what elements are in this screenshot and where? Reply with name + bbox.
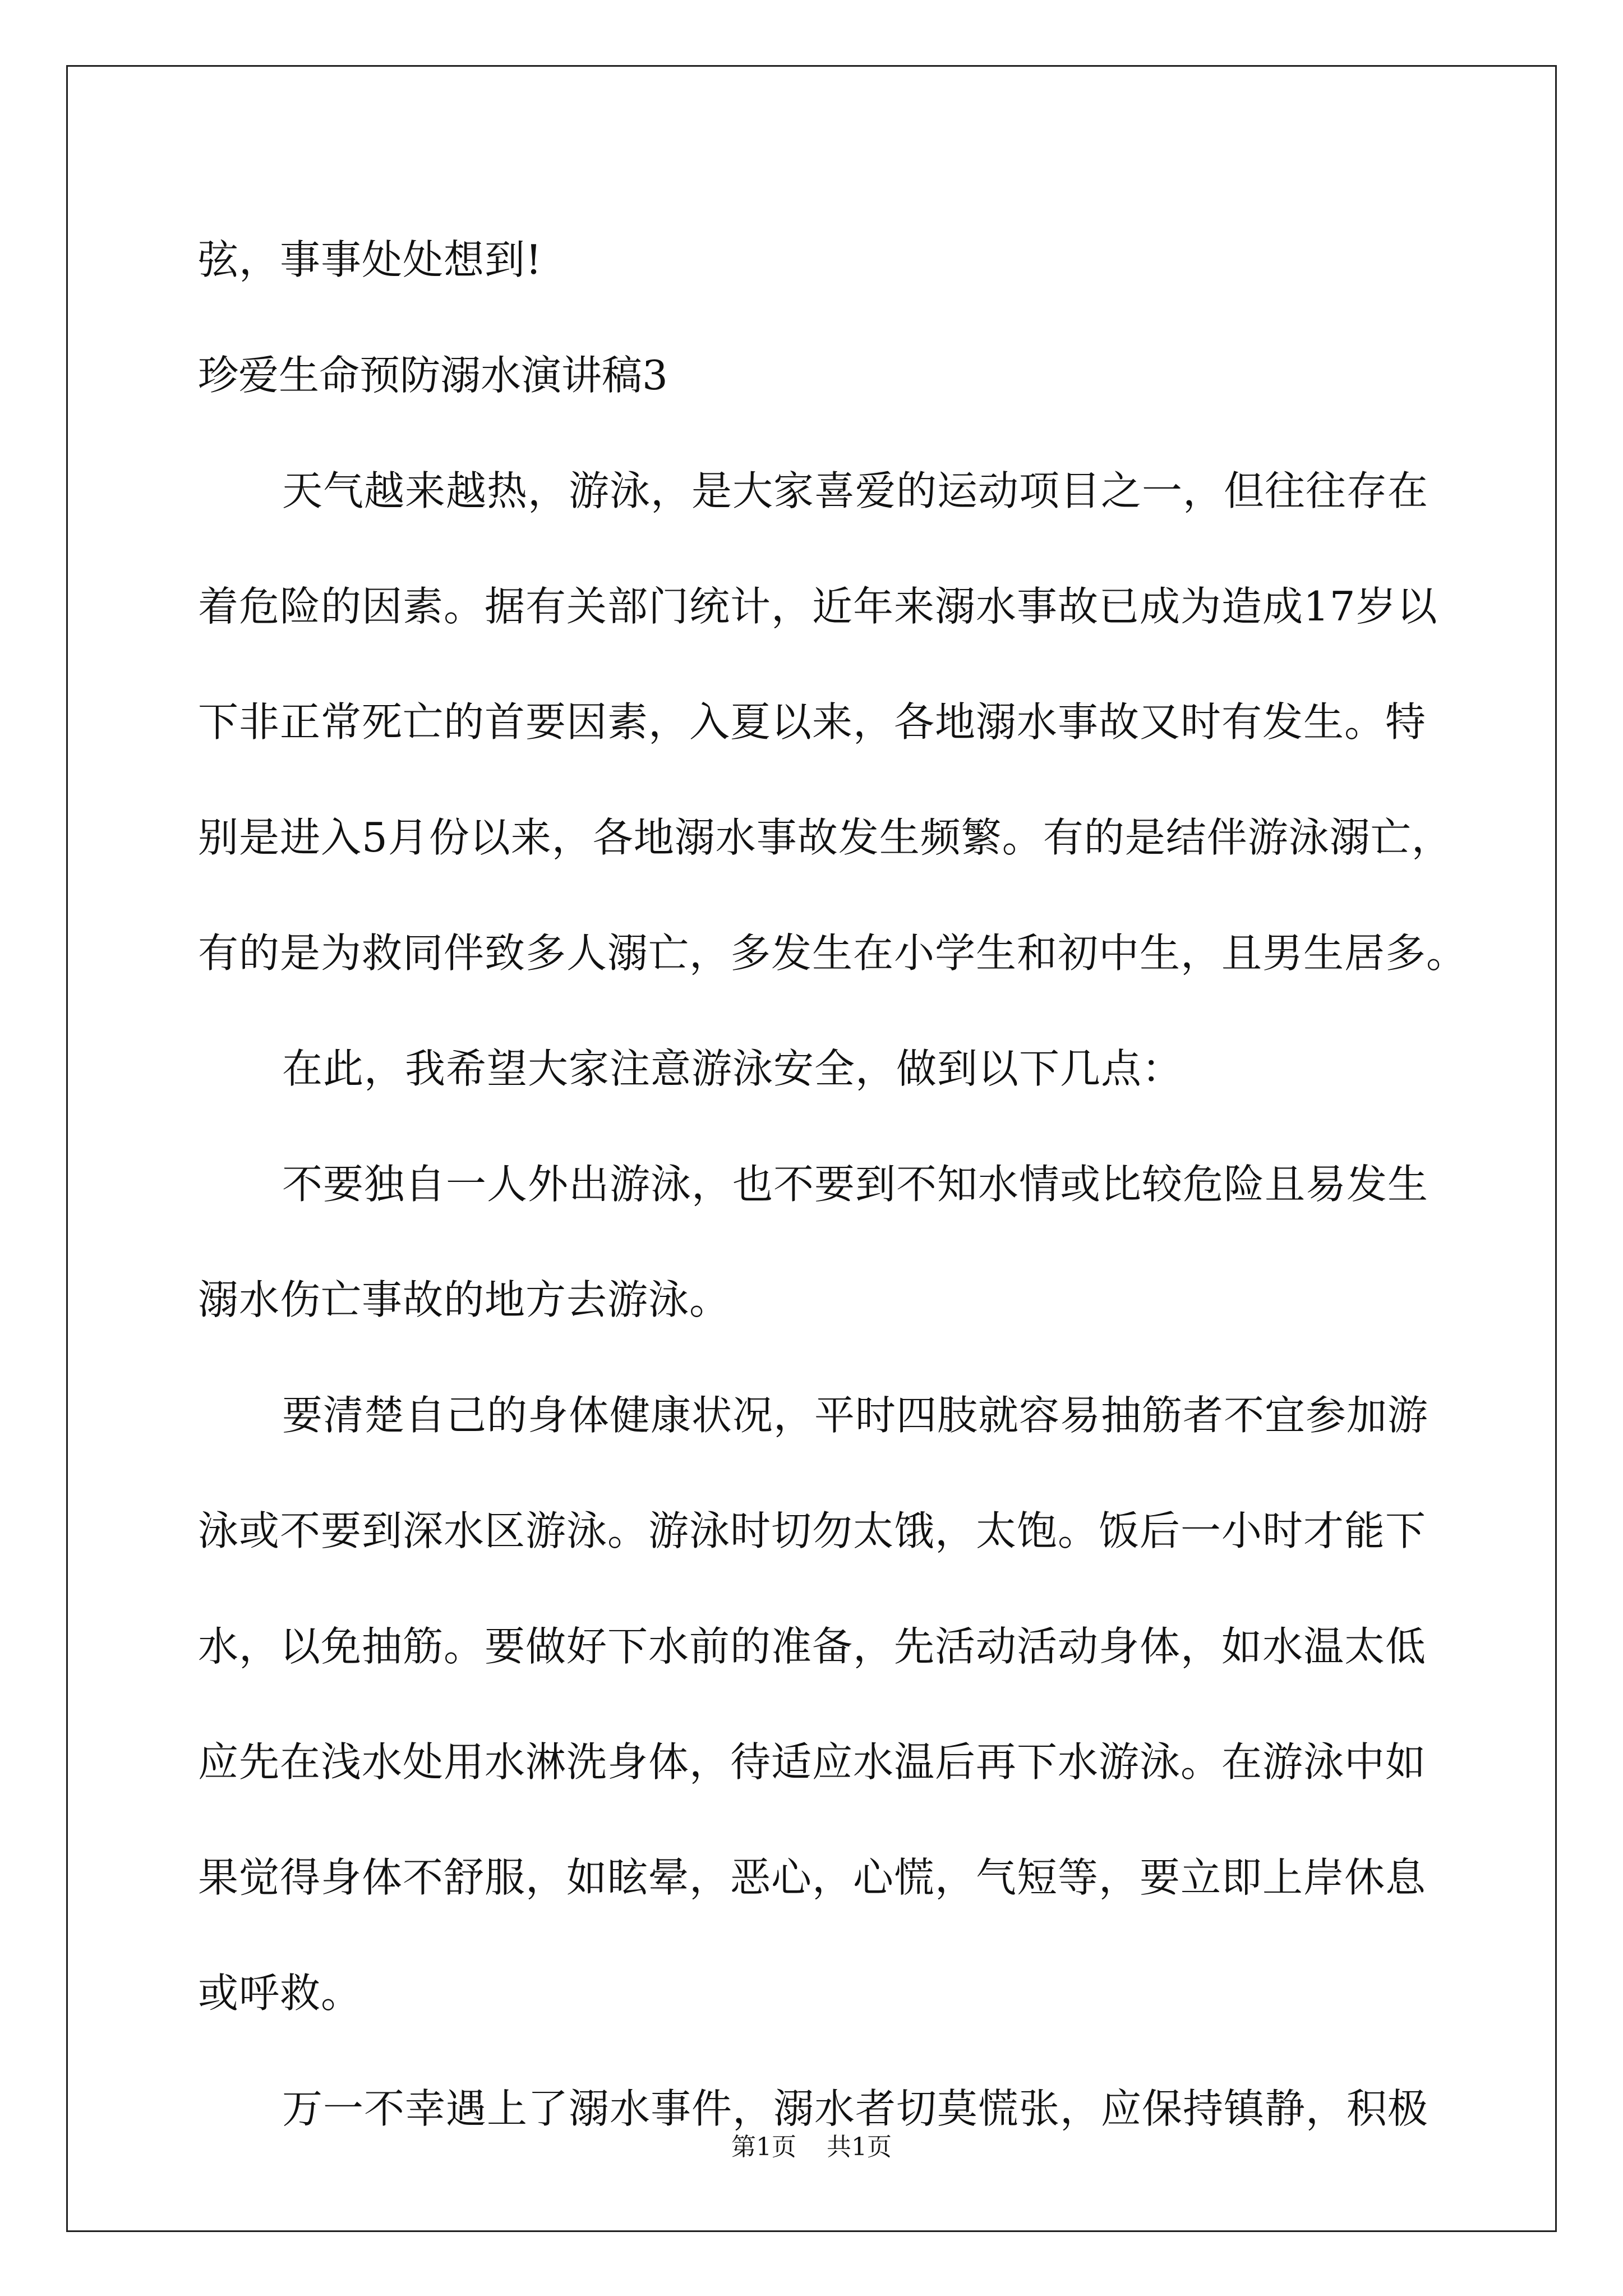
text-line: 在此，我希望大家注意游泳安全，做到以下几点：: [282, 1045, 1183, 1092]
text-line: 泳或不要到深水区游泳。游泳时切勿太饿，太饱。饭后一小时才能下: [198, 1507, 1427, 1554]
document-body: [198, 202, 1468, 2166]
page-number: 第1页: [731, 2133, 796, 2161]
page-total: 共1页: [827, 2133, 892, 2161]
text-line: 不要独自一人外出游泳，也不要到不知水情或比较危险且易发生: [282, 1161, 1429, 1208]
text-line: 下非正常死亡的首要因素，入夏以来，各地溺水事故又时有发生。特: [198, 698, 1427, 746]
page-footer: [0, 2131, 1623, 2164]
text-line: 有的是为救同伴致多人溺亡，多发生在小学生和初中生，且男生居多。: [198, 930, 1468, 977]
text-line: 或呼救。: [198, 1970, 362, 2017]
text-line: 着危险的因素。据有关部门统计，近年来溺水事故已成为造成17岁以: [198, 583, 1438, 630]
text-line: 天气越来越热，游泳，是大家喜爱的运动项目之一，但往往存在: [282, 467, 1429, 514]
text-line: 水，以免抽筋。要做好下水前的准备，先活动活动身体，如水温太低: [198, 1623, 1427, 1670]
text-line: 应先在浅水处用水淋洗身体，待适应水温后再下水游泳。在游泳中如: [198, 1738, 1427, 1786]
text-line: 果觉得身体不舒服，如眩晕，恶心，心慌，气短等，要立即上岸休息: [198, 1854, 1427, 1901]
text-line: 别是进入5月份以来，各地溺水事故发生频繁。有的是结伴游泳溺亡，: [198, 814, 1453, 861]
section-title: 珍爱生命预防溺水演讲稿3: [198, 352, 668, 399]
text-line: 万一不幸遇上了溺水事件，溺水者切莫慌张，应保持镇静，积极: [282, 2085, 1429, 2132]
text-line: 弦，事事处处想到!: [198, 236, 542, 283]
text-line: 溺水伤亡事故的地方去游泳。: [198, 1276, 731, 1323]
text-line: 要清楚自己的身体健康状况，平时四肢就容易抽筋者不宜参加游: [282, 1392, 1429, 1439]
